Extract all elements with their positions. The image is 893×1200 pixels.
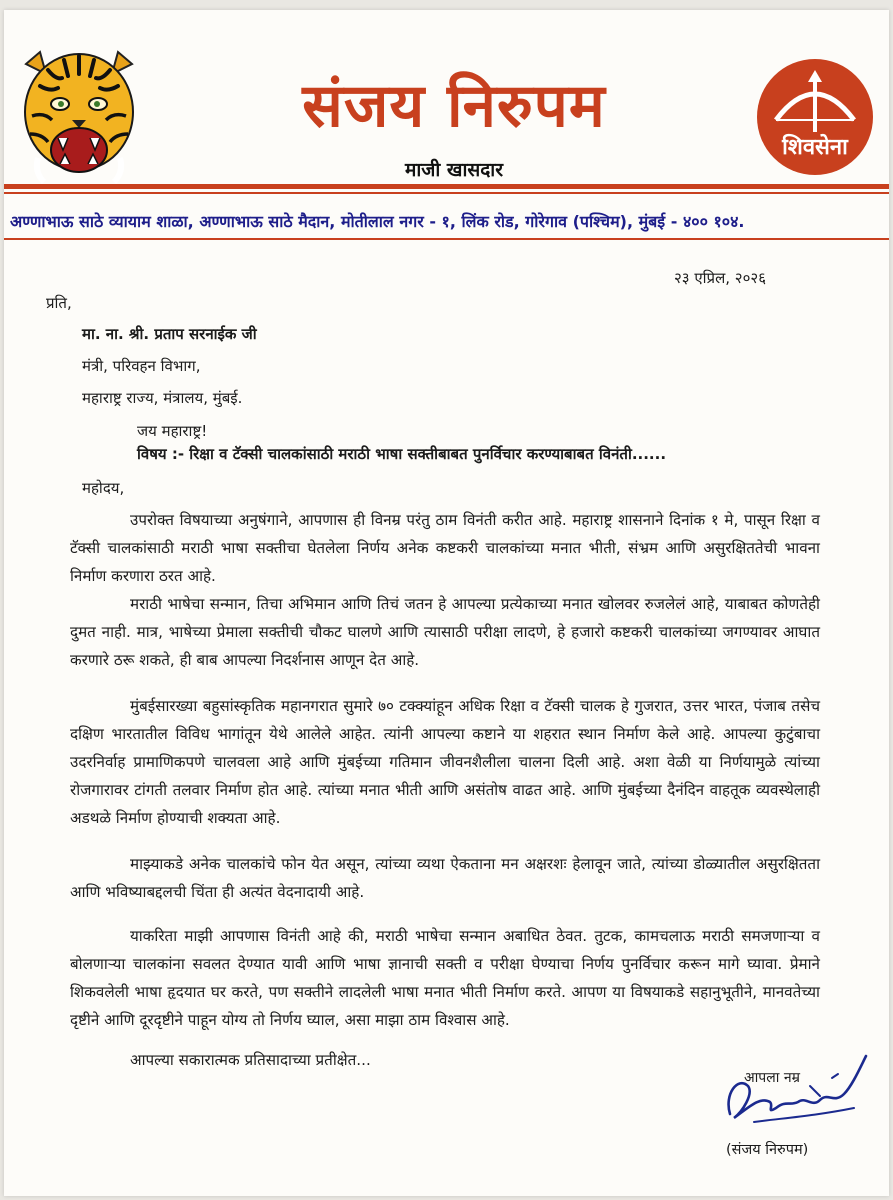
- handwritten-signature-icon: [714, 1038, 874, 1134]
- recipient-designation: मंत्री, परिवहन विभाग,: [82, 357, 201, 375]
- paragraph-2: मराठी भाषेचा सन्मान, तिचा अभिमान आणि तिचं जतन हे आपल्या प्रत्येकाच्या मनात खोलवर रुजलेलं आहे, याबाबत कोणतेही दुमत नाही. मात्र, भाषेच्या प्रेमाला सक्तीची चौकट घालणे आणि त्यासाठी परीक्षा लादणे, हे हजारो कष्टकरी चालकांच्या जगण्यावर आघात करणारे ठरू शकते, ही बाब आपल्या निदर्शनास आणून देत आहे.: [70, 595, 820, 669]
- recipient-address: महाराष्ट्र राज्य, मंत्रालय, मुंबई.: [82, 389, 243, 407]
- recipient-name: मा. ना. श्री. प्रताप सरनाईक जी: [82, 325, 257, 343]
- header-rule-bottom: [4, 238, 889, 240]
- tiger-logo-icon: [18, 46, 140, 188]
- salutation: महोदय,: [82, 479, 125, 497]
- header-rule-thin: [4, 192, 889, 194]
- greeting: जय महाराष्ट्र!: [137, 422, 208, 440]
- letterhead-subtitle: माजी खासदार: [404, 159, 503, 181]
- letter-date: २३ एप्रिल, २०२६: [674, 269, 766, 287]
- paragraph-4: माझ्याकडे अनेक चालकांचे फोन येत असून, त्यांच्या व्यथा ऐकताना मन अक्षरशः हेलावून जाते, त्यांच्या डोळ्यातील असुरक्षितता आणि भविष्याबद्दलची चिंता ही अत्यंत वेदनादायी आहे.: [70, 855, 820, 901]
- header-rule-top: [4, 184, 889, 189]
- letterhead-address: अण्णाभाऊ साठे व्यायाम शाळा, अण्णाभाऊ साठे मैदान, मोतीलाल नगर - १, लिंक रोड, गोरेगाव (पश्चिम), मुंबई - ४०० १०४.: [10, 212, 745, 231]
- paragraph-5: याकरिता माझी आपणास विनंती आहे की, मराठी भाषेचा सन्मान अबाधित ठेवत. तुटक, कामचलाऊ मराठी समजणाऱ्या व बोलणाऱ्या चालकांना सवलत देण्यात यावी आणि भाषा ज्ञानाची सक्ती व परीक्षा घेण्याचा निर्णय पुनर्विचार करून मागे घ्यावा. प्रेमाने शिकवलेली भाषा हृदयात घर करते, पण सक्तीने लादलेली भाषा मनात भीती निर्माण करते. आपण या विषयाकडे सहानुभूतीने, मानवतेच्या दृष्टीने आणि दूरदृष्टीने पाहून योग्य तो निर्णय घ्याल, असा माझा ठाम विश्वास आहे.: [70, 927, 820, 1029]
- letterhead-name: संजय निरुपम: [302, 71, 606, 141]
- signatory-name: (संजय निरुपम): [726, 1142, 809, 1158]
- recipient-prefix: प्रति,: [46, 294, 72, 312]
- paragraph-1: उपरोक्त विषयाच्या अनुषंगाने, आपणास ही विनम्र परंतु ठाम विनंती करीत आहे. महाराष्ट्र शासनाने दिनांक १ मे, पासून रिक्षा व टॅक्सी चालकांसाठी मराठी भाषा सक्तीचा घेतलेला निर्णय अनेक कष्टकरी चालकांच्या मनात भीती, संभ्रम आणि असुरक्षिततेची भावना निर्माण करणारा ठरत आहे.: [70, 511, 820, 585]
- sign-off: आपला नम्र: [744, 1070, 800, 1086]
- signature-block: [704, 1038, 874, 1168]
- paragraph-6: आपल्या सकारात्मक प्रतिसादाच्या प्रतीक्षेत...: [130, 1051, 371, 1069]
- subject-line: विषय :- रिक्षा व टॅक्सी चालकांसाठी मराठी भाषा सक्तीबाबत पुनर्विचार करण्याबाबत विनंती......: [137, 445, 667, 463]
- letter-page: [4, 10, 889, 1196]
- emblem-text: शिवसेना: [782, 135, 848, 160]
- paragraph-3: मुंबईसारख्या बहुसांस्कृतिक महानगरात सुमारे ७० टक्क्यांहून अधिक रिक्षा व टॅक्सी चालक हे गुजरात, उत्तर भारत, पंजाब तसेच दक्षिण भारतातील विविध भागांतून येथे आलेले आहेत. त्यांनी आपल्या कष्टाने या शहरात स्थान निर्माण केले आहे. आपल्या कुटुंबाचा उदरनिर्वाह प्रामाणिकपणे चालवला आहे आणि मुंबईच्या गतिमान जीवनशैलीला चालना दिली आहे. अशा वेळी या निर्णयामुळे त्यांच्या रोजगारावर टांगती तलवार निर्माण होत आहे. त्यांच्या मनात भीती आणि असंतोष वाढत आहे. आणि मुंबईच्या दैनंदिन वाहतूक व्यवस्थेलाही अडथळे निर्माण होण्याची शक्यता आहे.: [70, 697, 820, 827]
- shivsena-emblem-icon: [756, 58, 874, 176]
